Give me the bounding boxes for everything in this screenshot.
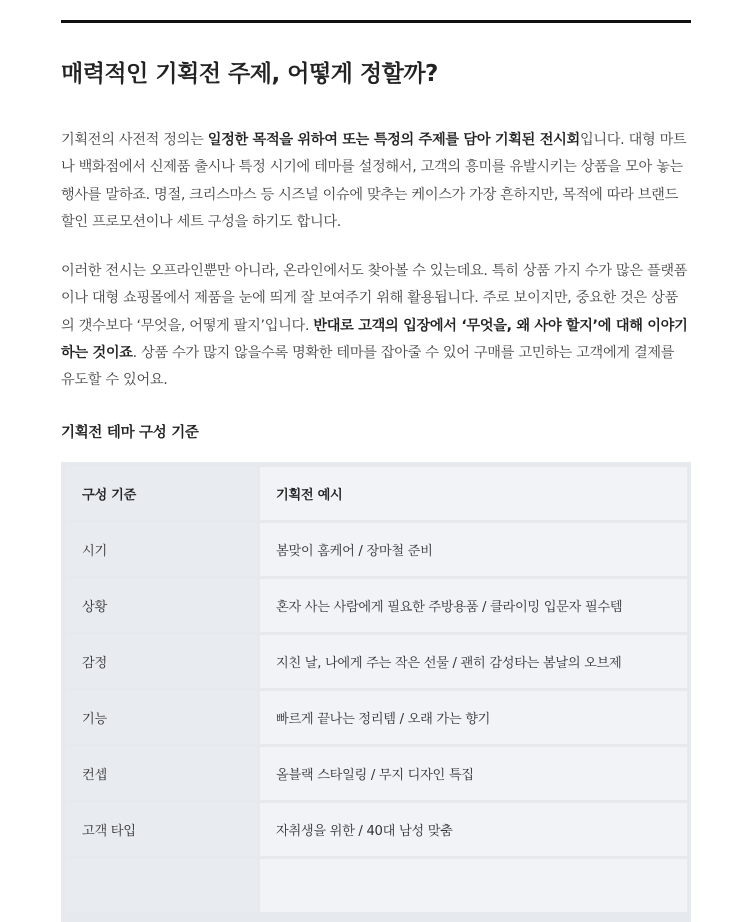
intro-paragraph xyxy=(61,127,691,236)
top-divider xyxy=(61,20,691,23)
p1-text-1: 기획전의 사전적 정의는 xyxy=(61,132,208,148)
p2-text-2: . 상품 수가 많지 않을수록 명확한 테마를 잡아줄 수 있어 구매를 고민하는 고객에게 결제를 유도할 수 있어요. xyxy=(61,344,675,389)
table-cell-example: 혼자 사는 사람에게 필요한 주방용품 / 클라이밍 입문자 필수템 xyxy=(260,579,687,632)
table-row xyxy=(66,803,687,856)
p2-bold: 반대로 고객의 입장에서 ‘무엇을, 왜 사야 할지’에 대해 이야기하는 것이죠 xyxy=(61,317,688,361)
table-cell-criteria: 기능 xyxy=(66,691,257,744)
theme-table xyxy=(63,464,690,915)
p1-text-2: 입니다. 대형 마트나 백화점에서 신제품 출시나 특정 시기에 테마를 설정해서, 고객의 흥미를 유발시키는 상품을 모아 놓는 행사를 말하죠. 명절, 크리스마스 등 시즈널 이슈에 맞추는 케이스가 가장 흔하지만, 목적에 따라 브랜드 할인 프로모션이나 세트 구성을 하기도 합니다. xyxy=(61,132,687,230)
table-cell-example: 올블랙 스타일링 / 무지 디자인 특집 xyxy=(260,747,687,800)
table-header-criteria: 구성 기준 xyxy=(66,467,257,520)
p2-text-1: 이러한 전시는 오프라인뿐만 아니라, 온라인에서도 찾아볼 수 있는데요. 특히 상품 가지 수가 많은 플랫폼이나 대형 쇼핑몰에서 제품을 눈에 띄게 잘 보여주기 위해 활용됩니다. 주로 보이지만, 중요한 것은 상품의 갯수보다 ‘무엇을, 어떻게 팔지’입니다. xyxy=(61,263,688,334)
theme-table-container xyxy=(61,462,691,922)
table-row xyxy=(66,579,687,632)
table-cell-criteria xyxy=(66,859,257,912)
table-row xyxy=(66,747,687,800)
table-cell-example: 봄맞이 홈케어 / 장마철 준비 xyxy=(260,523,687,576)
table-cell-criteria: 시기 xyxy=(66,523,257,576)
table-cell-example: 지친 날, 나에게 주는 작은 선물 / 괜히 감성타는 봄날의 오브제 xyxy=(260,635,687,688)
table-header-row xyxy=(66,467,687,520)
p1-bold: 일정한 목적을 위하여 또는 특정의 주제를 담아 기획된 전시회 xyxy=(207,132,580,148)
table-cell-criteria: 컨셉 xyxy=(66,747,257,800)
table-cell-criteria: 상황 xyxy=(66,579,257,632)
article-title: 매력적인 기획전 주제, 어떻게 정할까? xyxy=(61,61,438,87)
table-cell-criteria: 고객 타입 xyxy=(66,803,257,856)
table-row xyxy=(66,859,687,912)
second-paragraph xyxy=(61,258,691,394)
table-cell-example: 자취생을 위한 / 40대 남성 맞춤 xyxy=(260,803,687,856)
table-cell-example xyxy=(260,859,687,912)
table-cell-criteria: 감정 xyxy=(66,635,257,688)
table-row xyxy=(66,523,687,576)
section-heading: 기획전 테마 구성 기준 xyxy=(61,425,199,441)
table-header-example: 기획전 예시 xyxy=(260,467,687,520)
table-row xyxy=(66,635,687,688)
table-row xyxy=(66,691,687,744)
table-cell-example: 빠르게 끝나는 정리템 / 오래 가는 향기 xyxy=(260,691,687,744)
